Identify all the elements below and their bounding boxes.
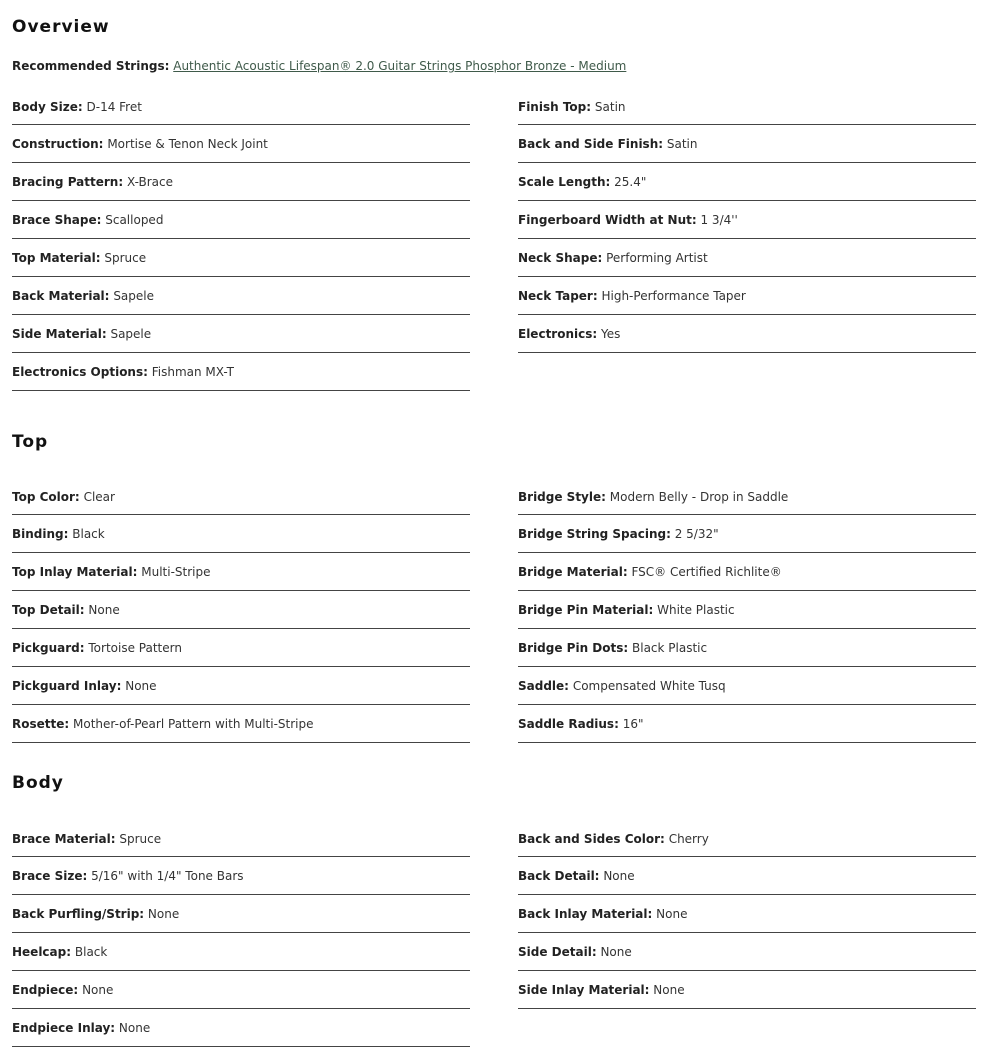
spec-label: Construction:	[12, 137, 104, 151]
spec-value: Yes	[601, 327, 621, 341]
spec-row	[518, 933, 976, 971]
spec-label: Back and Sides Color:	[518, 832, 665, 846]
spec-value: Black	[74, 945, 108, 959]
spec-row	[518, 895, 976, 933]
spec-value: Modern Belly - Drop in Saddle	[609, 490, 789, 504]
spec-row	[12, 895, 470, 933]
spec-value: 25.4"	[614, 175, 647, 189]
spec-row	[12, 515, 470, 553]
spec-value: None	[125, 679, 157, 693]
spec-row	[12, 125, 470, 163]
spec-value: Performing Artist	[606, 251, 708, 265]
spec-label: Endpiece Inlay:	[12, 1021, 116, 1035]
spec-label: Side Detail:	[518, 945, 597, 959]
spec-value: D-14 Fret	[86, 100, 142, 114]
spec-value: Satin	[666, 137, 698, 151]
spec-row	[12, 857, 470, 895]
spec-label: Bridge Pin Dots:	[518, 641, 629, 655]
recommended-strings-row	[12, 58, 976, 74]
top-right-column	[518, 478, 976, 743]
spec-value: Clear	[83, 490, 115, 504]
spec-value: None	[653, 983, 685, 997]
spec-value: Fishman MX-T	[151, 365, 234, 379]
spec-value: None	[600, 945, 632, 959]
spec-row	[12, 277, 470, 315]
overview-title: Overview	[12, 17, 110, 37]
overview-columns	[12, 88, 976, 391]
spec-label: Pickguard Inlay:	[12, 679, 122, 693]
spec-label: Neck Taper:	[518, 289, 598, 303]
spec-value: 16"	[622, 717, 644, 731]
spec-label: Brace Material:	[12, 832, 116, 846]
spec-value: None	[147, 907, 180, 921]
spec-label: Rosette:	[12, 717, 70, 731]
spec-value: Compensated White Tusq	[572, 679, 726, 693]
spec-row	[12, 553, 470, 591]
spec-row	[518, 971, 976, 1009]
spec-row	[12, 820, 470, 857]
spec-label: Top Material:	[12, 251, 101, 265]
spec-row	[518, 201, 976, 239]
spec-value: White Plastic	[657, 603, 735, 617]
spec-row	[518, 125, 976, 163]
spec-value: 5/16" with 1/4" Tone Bars	[91, 869, 244, 883]
spec-value: Scalloped	[105, 213, 164, 227]
spec-value: Satin	[594, 100, 626, 114]
spec-value: None	[118, 1021, 151, 1035]
spec-row	[518, 478, 976, 515]
overview-right-column	[518, 88, 976, 391]
overview-left-column	[12, 88, 470, 391]
spec-row	[518, 515, 976, 553]
spec-label: Neck Shape:	[518, 251, 603, 265]
spec-row	[12, 88, 470, 125]
spec-value: Black	[72, 527, 105, 541]
spec-label: Brace Size:	[12, 869, 88, 883]
spec-label: Finish Top:	[518, 100, 592, 114]
spec-row	[12, 201, 470, 239]
spec-label: Top Inlay Material:	[12, 565, 138, 579]
spec-row	[12, 478, 470, 515]
top-columns	[12, 478, 976, 743]
spec-value: Mortise & Tenon Neck Joint	[107, 137, 268, 151]
spec-row	[12, 591, 470, 629]
spec-row	[12, 315, 470, 353]
spec-label: Bridge Pin Material:	[518, 603, 654, 617]
spec-row	[518, 88, 976, 125]
spec-label: Electronics:	[518, 327, 598, 341]
spec-value: 1 3/4''	[700, 213, 738, 227]
top-title: Top	[12, 432, 49, 452]
spec-row	[12, 163, 470, 201]
spec-row	[518, 591, 976, 629]
spec-value: Spruce	[119, 832, 162, 846]
spec-value: 2 5/32"	[674, 527, 719, 541]
spec-row	[518, 277, 976, 315]
spec-row	[518, 820, 976, 857]
spec-value: Tortoise Pattern	[88, 641, 182, 655]
spec-label: Heelcap:	[12, 945, 72, 959]
spec-label: Side Material:	[12, 327, 107, 341]
spec-value: High-Performance Taper	[601, 289, 746, 303]
spec-label: Side Inlay Material:	[518, 983, 650, 997]
top-section	[12, 430, 976, 743]
spec-row	[12, 629, 470, 667]
recommended-strings-label: Recommended Strings:	[12, 59, 170, 73]
spec-value: Sapele	[113, 289, 154, 303]
spec-row	[12, 239, 470, 277]
spec-label: Saddle Radius:	[518, 717, 619, 731]
spec-row	[518, 705, 976, 743]
spec-label: Top Color:	[12, 490, 80, 504]
body-left-column	[12, 820, 470, 1047]
spec-value: None	[603, 869, 635, 883]
spec-label: Bridge Material:	[518, 565, 628, 579]
spec-row	[518, 163, 976, 201]
spec-value: Spruce	[104, 251, 147, 265]
spec-label: Scale Length:	[518, 175, 611, 189]
spec-row	[12, 353, 470, 391]
spec-label: Pickguard:	[12, 641, 85, 655]
spec-row	[518, 857, 976, 895]
recommended-strings-link[interactable]: Authentic Acoustic Lifespan® 2.0 Guitar Strings Phosphor Bronze - Medium	[173, 59, 627, 73]
spec-row	[518, 553, 976, 591]
spec-row	[12, 1009, 470, 1047]
spec-label: Back Inlay Material:	[518, 907, 653, 921]
spec-value: None	[82, 983, 114, 997]
spec-label: Bracing Pattern:	[12, 175, 124, 189]
spec-value: FSC® Certified Richlite®	[631, 565, 782, 579]
spec-label: Binding:	[12, 527, 69, 541]
body-title: Body	[12, 773, 64, 793]
spec-row	[518, 667, 976, 705]
overview-section	[12, 15, 976, 391]
top-left-column	[12, 478, 470, 743]
spec-value: Sapele	[110, 327, 152, 341]
spec-row	[518, 239, 976, 277]
spec-label: Back and Side Finish:	[518, 137, 664, 151]
spec-value: None	[656, 907, 688, 921]
spec-label: Fingerboard Width at Nut:	[518, 213, 697, 227]
body-right-column	[518, 820, 976, 1047]
spec-row	[12, 971, 470, 1009]
spec-label: Body Size:	[12, 100, 83, 114]
spec-value: Mother-of-Pearl Pattern with Multi-Stripe	[73, 717, 314, 731]
spec-value: Cherry	[668, 832, 709, 846]
spec-row	[12, 933, 470, 971]
spec-value: X-Brace	[126, 175, 173, 189]
spec-row	[12, 667, 470, 705]
spec-row	[518, 629, 976, 667]
spec-label: Bridge String Spacing:	[518, 527, 671, 541]
spec-label: Brace Shape:	[12, 213, 102, 227]
spec-value: Black Plastic	[632, 641, 708, 655]
body-section	[12, 771, 976, 1047]
spec-row	[518, 315, 976, 353]
spec-label: Saddle:	[518, 679, 569, 693]
body-columns	[12, 820, 976, 1047]
spec-value: Multi-Stripe	[141, 565, 211, 579]
spec-label: Top Detail:	[12, 603, 85, 617]
spec-label: Back Material:	[12, 289, 110, 303]
spec-label: Electronics Options:	[12, 365, 148, 379]
spec-row	[12, 705, 470, 743]
spec-label: Back Purfling/Strip:	[12, 907, 145, 921]
spec-value: None	[88, 603, 120, 617]
spec-label: Endpiece:	[12, 983, 79, 997]
spec-label: Bridge Style:	[518, 490, 606, 504]
spec-label: Back Detail:	[518, 869, 600, 883]
